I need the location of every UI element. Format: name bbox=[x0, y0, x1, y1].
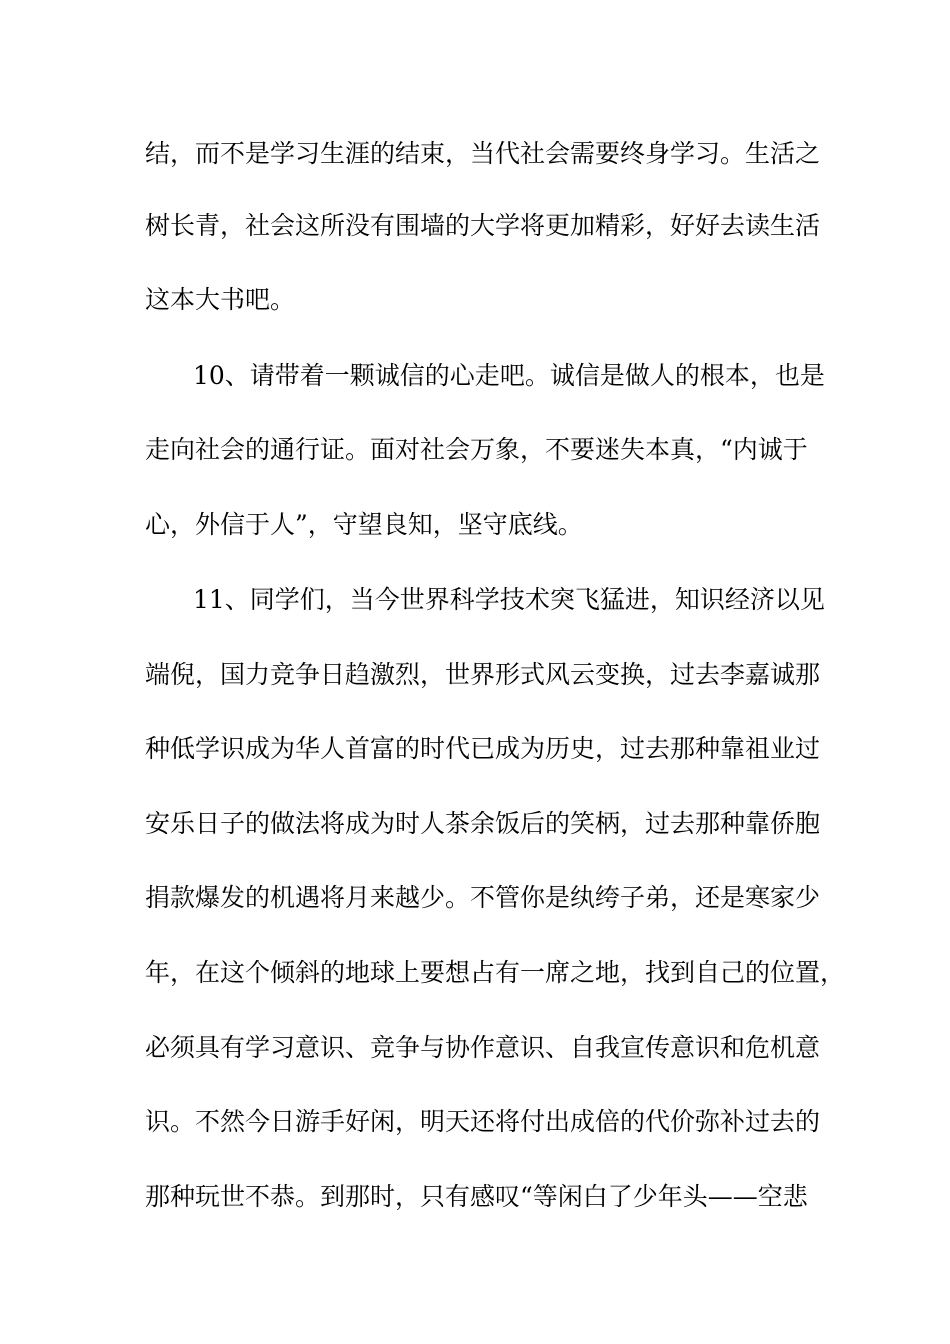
text-line: 这本大书吧。 bbox=[145, 285, 296, 314]
paragraph-10-start: 10、请带着一颗诚信的心走吧。诚信是做人的根本，也是 bbox=[193, 361, 825, 390]
text-line: 必须具有学习意识、竞争与协作意识、自我宣传意识和危机意 bbox=[145, 1033, 821, 1062]
text-line: 安乐日子的做法将成为时人茶余饭后的笑柄，过去那种靠侨胞 bbox=[145, 809, 821, 838]
text-line: 树长青，社会这所没有围墙的大学将更加精彩，好好去读生活 bbox=[145, 211, 821, 240]
text-line: 那种玩世不恭。到那时，只有感叹“等闲白了少年头——空悲 bbox=[145, 1182, 808, 1211]
text-line: 年，在这个倾斜的地球上要想占有一席之地，找到自己的位置， bbox=[145, 958, 846, 987]
text-line: 端倪，国力竞争日趋激烈，世界形式风云变换，过去李嘉诚那 bbox=[145, 660, 821, 689]
paragraph-11-start: 11、同学们，当今世界科学技术突飞猛进，知识经济以见 bbox=[193, 585, 825, 614]
text-line: 种低学识成为华人首富的时代已成为历史，过去那种靠祖业过 bbox=[145, 734, 821, 763]
text-line: 走向社会的通行证。面对社会万象，不要迷失本真，“内诚于 bbox=[145, 435, 808, 464]
text-line: 识。不然今日游手好闲，明天还将付出成倍的代价弥补过去的 bbox=[145, 1107, 821, 1136]
text-line: 心，外信于人”，守望良知，坚守底线。 bbox=[145, 510, 583, 539]
text-line: 结，而不是学习生涯的结束，当代社会需要终身学习。生活之 bbox=[145, 139, 821, 168]
text-line: 捐款爆发的机遇将月来越少。不管你是纨绔子弟，还是寒家少 bbox=[145, 883, 821, 912]
